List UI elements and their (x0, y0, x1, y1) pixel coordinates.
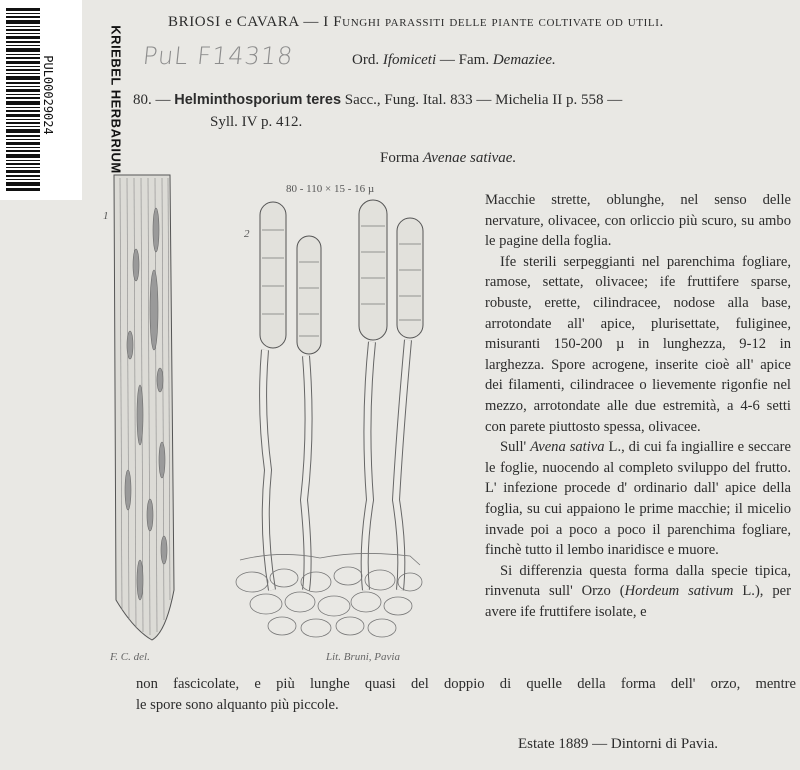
species-heading (133, 92, 622, 109)
description-paragraph-1: Macchie strette, oblunghe, nel senso delle nervature, olivacee, con orliccio più scuro, su ambo le pagine della foglia. (485, 192, 791, 250)
host-text: L., di cui fa ingiallire e seccare le foglie, nuocendo al completo sviluppo del frutto. L' infezione procede d' ordinario dall' apice della foglia, su cui appaiono le prime macchie; il micelio invade poi a poco a poco il parenchima fogliare, finchè tutto il lembo inaridisce e muore. (485, 439, 791, 559)
species-citation-continued: Syll. IV p. 412. (210, 114, 303, 130)
figure-1-label: 1 (103, 210, 109, 222)
handwritten-accession-number: PuL F14318 (141, 42, 295, 70)
family-label: — Fam. (439, 52, 490, 68)
host-species: Avena sativa (530, 439, 605, 456)
description-paragraph-4 (485, 561, 791, 623)
order-value: Ifomiceti (382, 52, 437, 68)
publication-header (168, 14, 664, 31)
comparison-species: Hordeum sativum (624, 583, 734, 600)
species-number: 80. — (133, 92, 171, 108)
continuation-line-1: non fascicolate, e più lunghe quasi del doppio di quelle della forma dell' orzo, mentre (136, 676, 796, 692)
forma-heading (380, 150, 516, 167)
herbarium-barcode-label (0, 0, 124, 200)
artist-credit: F. C. del. (110, 651, 150, 663)
forma-value: Avenae sativae. (422, 150, 517, 166)
continuation-line-2: le spore sono alquanto più piccole. (136, 696, 339, 713)
comparison-text: L.), per avere ife fruttifere isolate, e (485, 583, 791, 620)
species-name: Helminthosporium teres (174, 92, 342, 108)
description-paragraph-3 (485, 437, 791, 561)
header-title: — I Funghi parassiti delle piante coltivate od utili. (303, 14, 664, 30)
family-value: Demaziee. (492, 52, 556, 68)
barcode-graphic (6, 8, 40, 192)
catalog-number: PUL00029024 (41, 55, 55, 135)
species-description (485, 190, 791, 622)
host-intro: Sull' (500, 439, 527, 456)
botanical-illustration (100, 170, 480, 670)
conidiophore-figure (236, 200, 423, 637)
species-citation: Sacc., Fung. Ital. 833 — Michelia II p. 558 — (344, 92, 623, 108)
leaf-strip-figure (114, 175, 174, 640)
order-label: Ord. (352, 52, 380, 68)
forma-label: Forma (380, 150, 420, 166)
collection-date-locality: Estate 1889 — Dintorni di Pavia. (518, 736, 718, 752)
scale-annotation: 80 - 110 × 15 - 16 µ (286, 183, 375, 195)
description-continuation (136, 674, 796, 715)
lithographer-credit: Lit. Bruni, Pavia (326, 651, 400, 663)
herbarium-name: KRIEBEL HERBARIUM (108, 25, 124, 174)
header-authors: BRIOSI e CAVARA (168, 14, 299, 30)
comparison-intro: Si differenzia questa forma dalla specie tipica, rinvenuta sull' Orzo ( (485, 562, 791, 600)
figure-2-label: 2 (244, 228, 250, 240)
description-paragraph-2: Ife sterili serpeggianti nel parenchima fogliare, ramose, settate, olivacee; ife fruttifere sparse, robuste, erette, cilindracee, nodose alla base, arrotondate all' apice, plurisettate, fuliginee, misuranti 150-200 µ in lunghezza, 9-12 in larghezza. Spore acrogene, inserite cioè all' apice dei filamenti, cilindracee o lievemente rigonfie nel mezzo, arrotondate alle due estremità, a 4-6 setti con parete piuttosto spessa, olivacee. (485, 253, 791, 435)
classification-line (352, 52, 556, 69)
